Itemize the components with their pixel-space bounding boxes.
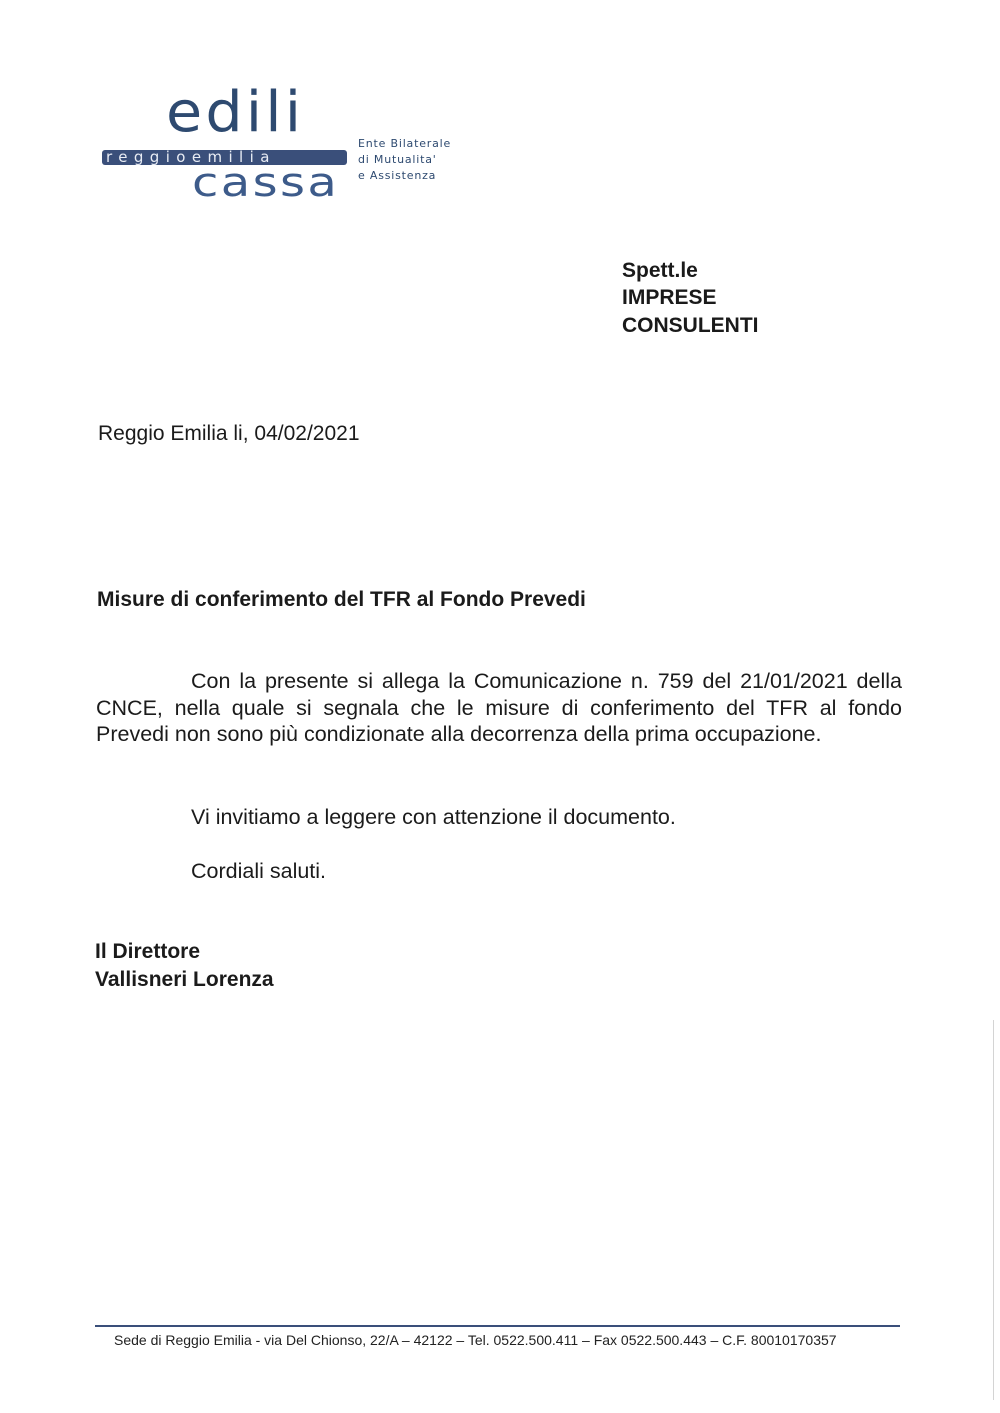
logo-word-edili: edili <box>166 80 305 145</box>
logo-word-cassa: cassa <box>192 160 340 206</box>
signature-role: Il Direttore <box>95 940 201 963</box>
date-line: Reggio Emilia li, 04/02/2021 <box>98 422 360 445</box>
footer-divider <box>95 1325 900 1327</box>
footer-address: Sede di Reggio Emilia - via Del Chionso, 22/A – 42122 – Tel. 0522.500.411 – Fax 0522.500.443 – C.F. 80010170357 <box>114 1332 837 1348</box>
company-logo <box>100 80 500 210</box>
body-closing: Cordiali saluti. <box>191 859 327 883</box>
recipient-line-consulenti: CONSULENTI <box>622 314 759 337</box>
body-paragraph: Con la presente si allega la Comunicazione n. 759 del 21/01/2021 della CNCE, nella quale si segnala che le misure di conferimento del TFR al fondo Prevedi non sono più condizionate alla decorrenza della prima occupazione. <box>96 669 902 747</box>
body-invite: Vi invitiamo a leggere con attenzione il documento. <box>191 805 676 829</box>
recipient-line-imprese: IMPRESE <box>622 286 717 309</box>
logo-tagline-2: di Mutualita' <box>358 153 437 166</box>
signature-name: Vallisneri Lorenza <box>95 968 274 991</box>
scan-edge-line <box>993 1020 994 1400</box>
logo-tagline-1: Ente Bilaterale <box>358 137 452 150</box>
letter-subject: Misure di conferimento del TFR al Fondo Prevedi <box>97 588 586 611</box>
logo-tagline-3: e Assistenza <box>358 169 437 182</box>
logo-word-reggioemilia: reggioemilia <box>106 148 276 166</box>
recipient-salutation: Spett.le <box>622 259 698 282</box>
